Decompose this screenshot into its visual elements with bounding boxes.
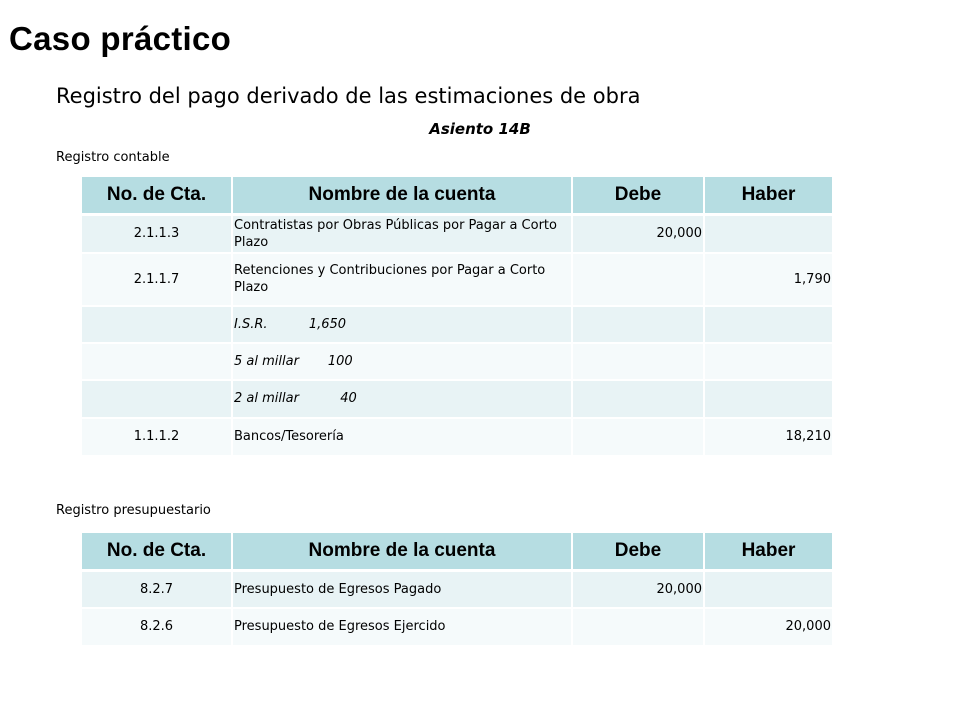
table-row — [82, 343, 832, 380]
cell-cuenta: 8.2.7 — [82, 571, 232, 608]
registro-contable-label: Registro contable — [56, 150, 170, 165]
cell-cuenta — [82, 306, 232, 343]
header-cuenta: No. de Cta. — [82, 533, 232, 571]
cell-debe — [572, 608, 704, 646]
cell-detalle: I.S.R. 1,650 — [232, 306, 572, 343]
table-header-row — [82, 177, 832, 215]
registro-presupuestario-table — [82, 533, 832, 647]
header-haber: Haber — [704, 533, 832, 571]
cell-haber — [704, 571, 832, 608]
cell-haber — [704, 306, 832, 343]
table-row — [82, 571, 832, 608]
cell-debe — [572, 380, 704, 418]
cell-detalle: 2 al millar 40 — [232, 380, 572, 418]
cell-nombre: Bancos/Tesorería — [232, 418, 572, 456]
cell-nombre: Presupuesto de Egresos Ejercido — [232, 608, 572, 646]
header-haber: Haber — [704, 177, 832, 215]
table-row — [82, 418, 832, 456]
cell-haber: 20,000 — [704, 608, 832, 646]
cell-detalle: 5 al millar 100 — [232, 343, 572, 380]
cell-debe — [572, 418, 704, 456]
slide-title: Caso práctico — [9, 20, 232, 57]
asiento-label: Asiento 14B — [429, 120, 531, 138]
table-row — [82, 380, 832, 418]
cell-cuenta: 8.2.6 — [82, 608, 232, 646]
cell-haber — [704, 343, 832, 380]
cell-cuenta — [82, 343, 232, 380]
cell-debe — [572, 306, 704, 343]
cell-cuenta: 1.1.1.2 — [82, 418, 232, 456]
table-row — [82, 253, 832, 306]
slide-subtitle: Registro del pago derivado de las estimaciones de obra — [56, 84, 641, 108]
cell-haber: 1,790 — [704, 253, 832, 306]
table-row — [82, 306, 832, 343]
header-debe: Debe — [572, 533, 704, 571]
registro-presupuestario-label: Registro presupuestario — [56, 503, 211, 518]
header-nombre: Nombre de la cuenta — [232, 177, 572, 215]
table-row — [82, 215, 832, 253]
cell-haber — [704, 380, 832, 418]
registro-contable-table — [82, 177, 832, 457]
header-cuenta: No. de Cta. — [82, 177, 232, 215]
cell-haber — [704, 215, 832, 253]
cell-haber: 18,210 — [704, 418, 832, 456]
cell-nombre: Retenciones y Contribuciones por Pagar a Corto Plazo — [232, 253, 572, 306]
cell-cuenta — [82, 380, 232, 418]
cell-debe — [572, 253, 704, 306]
cell-cuenta: 2.1.1.3 — [82, 215, 232, 253]
cell-nombre: Contratistas por Obras Públicas por Pagar a Corto Plazo — [232, 215, 572, 253]
cell-debe: 20,000 — [572, 215, 704, 253]
cell-debe — [572, 343, 704, 380]
cell-debe: 20,000 — [572, 571, 704, 608]
table-header-row — [82, 533, 832, 571]
header-debe: Debe — [572, 177, 704, 215]
table-row — [82, 608, 832, 646]
cell-nombre: Presupuesto de Egresos Pagado — [232, 571, 572, 608]
header-nombre: Nombre de la cuenta — [232, 533, 572, 571]
cell-cuenta: 2.1.1.7 — [82, 253, 232, 306]
